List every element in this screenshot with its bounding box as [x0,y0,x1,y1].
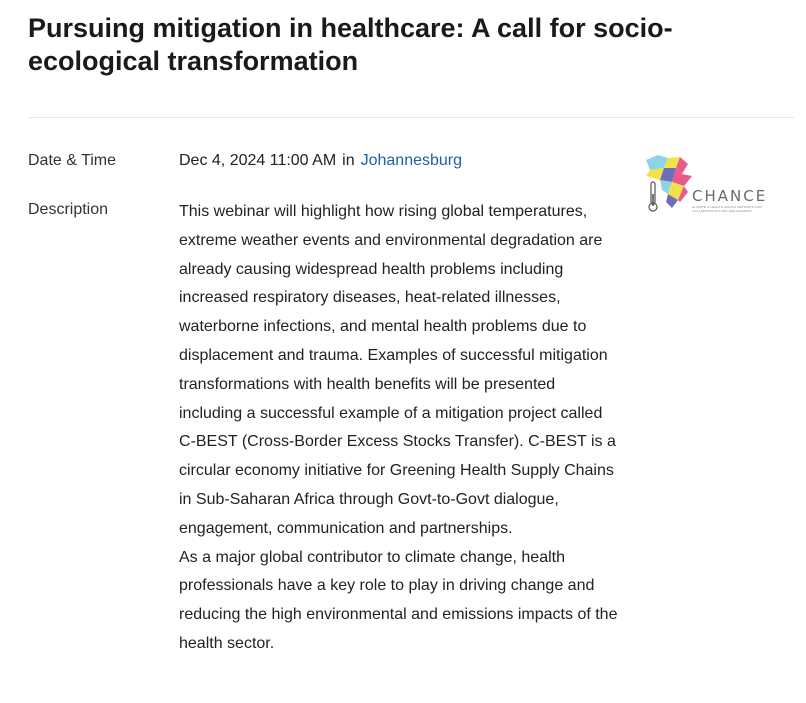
header-divider [28,117,794,118]
logo-subtitle: CLIMATE & HEALTH AFRICA NETWORK FOR COLLABORATION AND ENGAGEMENT [692,205,762,213]
description-label: Description [28,201,109,218]
thermometer-icon [649,182,657,211]
page-title: Pursuing mitigation in healthcare: A call for socio-ecological transformation [28,13,673,76]
date-time-value: Dec 4, 2024 11:00 AM [179,152,337,169]
description-paragraph-2: As a major global contributor to climate change, health professionals have a key role to play in driving change and reducing the high environmental and emissions impacts of the health sector. [179,548,618,652]
logo-name: CHANCE [692,187,768,205]
date-time-row [179,151,462,171]
description-body [179,198,619,659]
location-preposition: in [342,152,355,169]
date-time-label: Date & Time [28,152,117,169]
location-link[interactable]: Johannesburg [360,152,463,169]
description-paragraph-1: This webinar will highlight how rising global temperatures, extreme weather events and environmental degradation are already causing widespread health problems including increased respiratory diseases, heat-related illnesses, waterborne infections, and mental health problems due to displacement and trauma. Examples of successful mitigation transformations with health benefits will be presented including a successful example of a mitigation project called C-BEST (Cross-Border Excess Stocks Transfer). C-BEST is a circular economy initiative for Greening Health Supply Chains in Sub-Saharan Africa through Govt-to-Govt dialogue, engagement, communication and partnerships. [179,203,616,537]
